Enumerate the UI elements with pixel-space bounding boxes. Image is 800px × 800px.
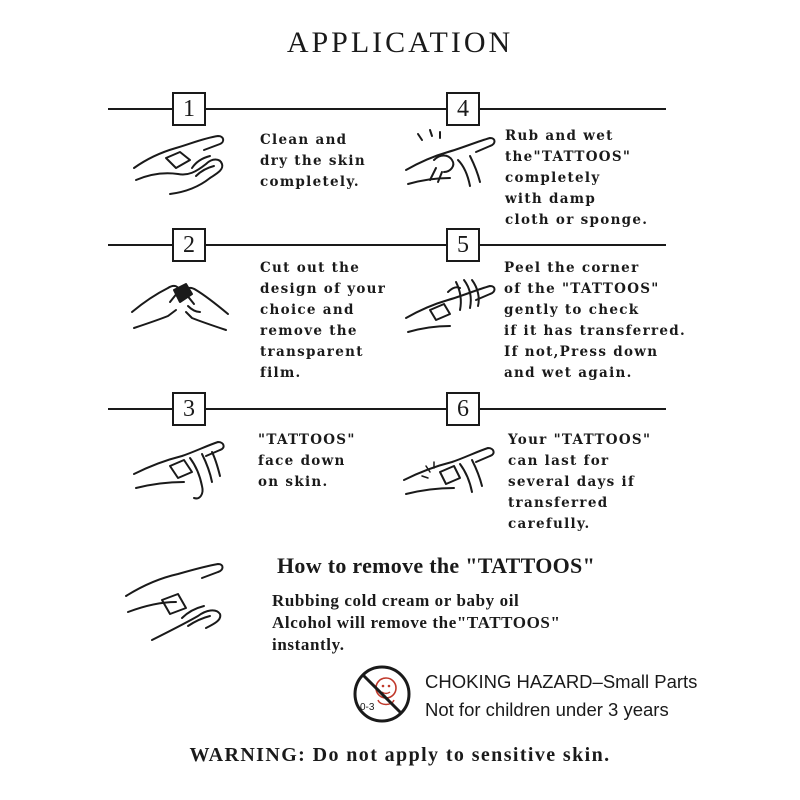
step-3-line: face down	[258, 453, 346, 469]
remove-title: How to remove the "TATTOOS"	[277, 553, 596, 578]
step-6-line: can last for	[508, 453, 610, 469]
step-2-number: 2	[172, 228, 206, 262]
step-4-line: cloth or sponge.	[505, 212, 649, 228]
step-6-line: several days if	[508, 474, 636, 490]
step-4-line: the"TATTOOS"	[505, 149, 632, 165]
step-2-line: Cut out the	[260, 260, 361, 276]
step-1-number: 1	[172, 92, 206, 126]
hand-peeling-icon	[400, 270, 500, 345]
step-1-line: dry the skin	[260, 153, 366, 169]
step-2-line: choice and	[260, 302, 355, 318]
step-6-text	[508, 430, 651, 535]
step-5-line: gently to check	[504, 302, 640, 318]
step-3-line: "TATTOOS"	[258, 432, 356, 448]
hand-pressing-icon	[130, 432, 230, 504]
hazard-line-1: CHOKING HAZARD–Small Parts	[425, 671, 698, 692]
step-1-line: Clean and	[260, 132, 348, 148]
step-2-line: transparent	[260, 344, 364, 360]
remove-text	[272, 590, 561, 656]
step-5-line: and wet again.	[504, 365, 633, 381]
step-4-line: Rub and wet	[505, 128, 614, 144]
step-2-text	[260, 258, 386, 384]
step-2-line: film.	[260, 365, 302, 381]
hand-rubbing-icon	[400, 436, 500, 508]
remove-line: instantly.	[272, 635, 345, 654]
step-4-text	[505, 126, 648, 231]
remove-line: Rubbing cold cream or baby oil	[272, 591, 520, 610]
step-3-line: on skin.	[258, 474, 329, 490]
hands-cutting-icon	[130, 272, 230, 344]
page-title: APPLICATION	[286, 26, 514, 59]
step-1-text	[260, 130, 366, 193]
choking-hazard-icon	[352, 664, 412, 724]
step-5-line: if it has transferred.	[504, 323, 687, 339]
step-2-line: design of your	[260, 281, 387, 297]
step-2-line: remove the	[260, 323, 358, 339]
step-4-line: with damp	[505, 191, 597, 207]
divider-row-1-left	[108, 108, 440, 110]
step-4-line: completely	[505, 170, 601, 186]
step-6-line: Your "TATTOOS"	[508, 432, 652, 448]
hands-removing-icon	[122, 560, 232, 645]
step-6-line: transferred	[508, 495, 609, 511]
hands-wiping-icon	[130, 128, 230, 198]
hazard-line-2: Not for children under 3 years	[425, 699, 669, 720]
step-6-number: 6	[446, 392, 480, 426]
hands-wetting-icon	[400, 124, 500, 199]
step-5-line: If not,Press down	[504, 344, 659, 360]
step-3-number: 3	[172, 392, 206, 426]
step-6-line: carefully.	[508, 516, 591, 532]
step-5-line: of the "TATTOOS"	[504, 281, 660, 297]
step-4-number: 4	[446, 92, 480, 126]
step-3-text	[258, 430, 356, 493]
divider-row-3-left	[108, 408, 440, 410]
step-5-text	[504, 258, 686, 384]
step-1-line: completely.	[260, 174, 360, 190]
warning-text: WARNING: Do not apply to sensitive skin.	[189, 744, 611, 766]
remove-line: Alcohol will remove the"TATTOOS"	[272, 613, 561, 632]
step-5-line: Peel the corner	[504, 260, 640, 276]
hazard-text	[425, 668, 697, 724]
divider-row-2-left	[108, 244, 440, 246]
hazard-age-badge: 0-3	[360, 702, 375, 713]
step-5-number: 5	[446, 228, 480, 262]
